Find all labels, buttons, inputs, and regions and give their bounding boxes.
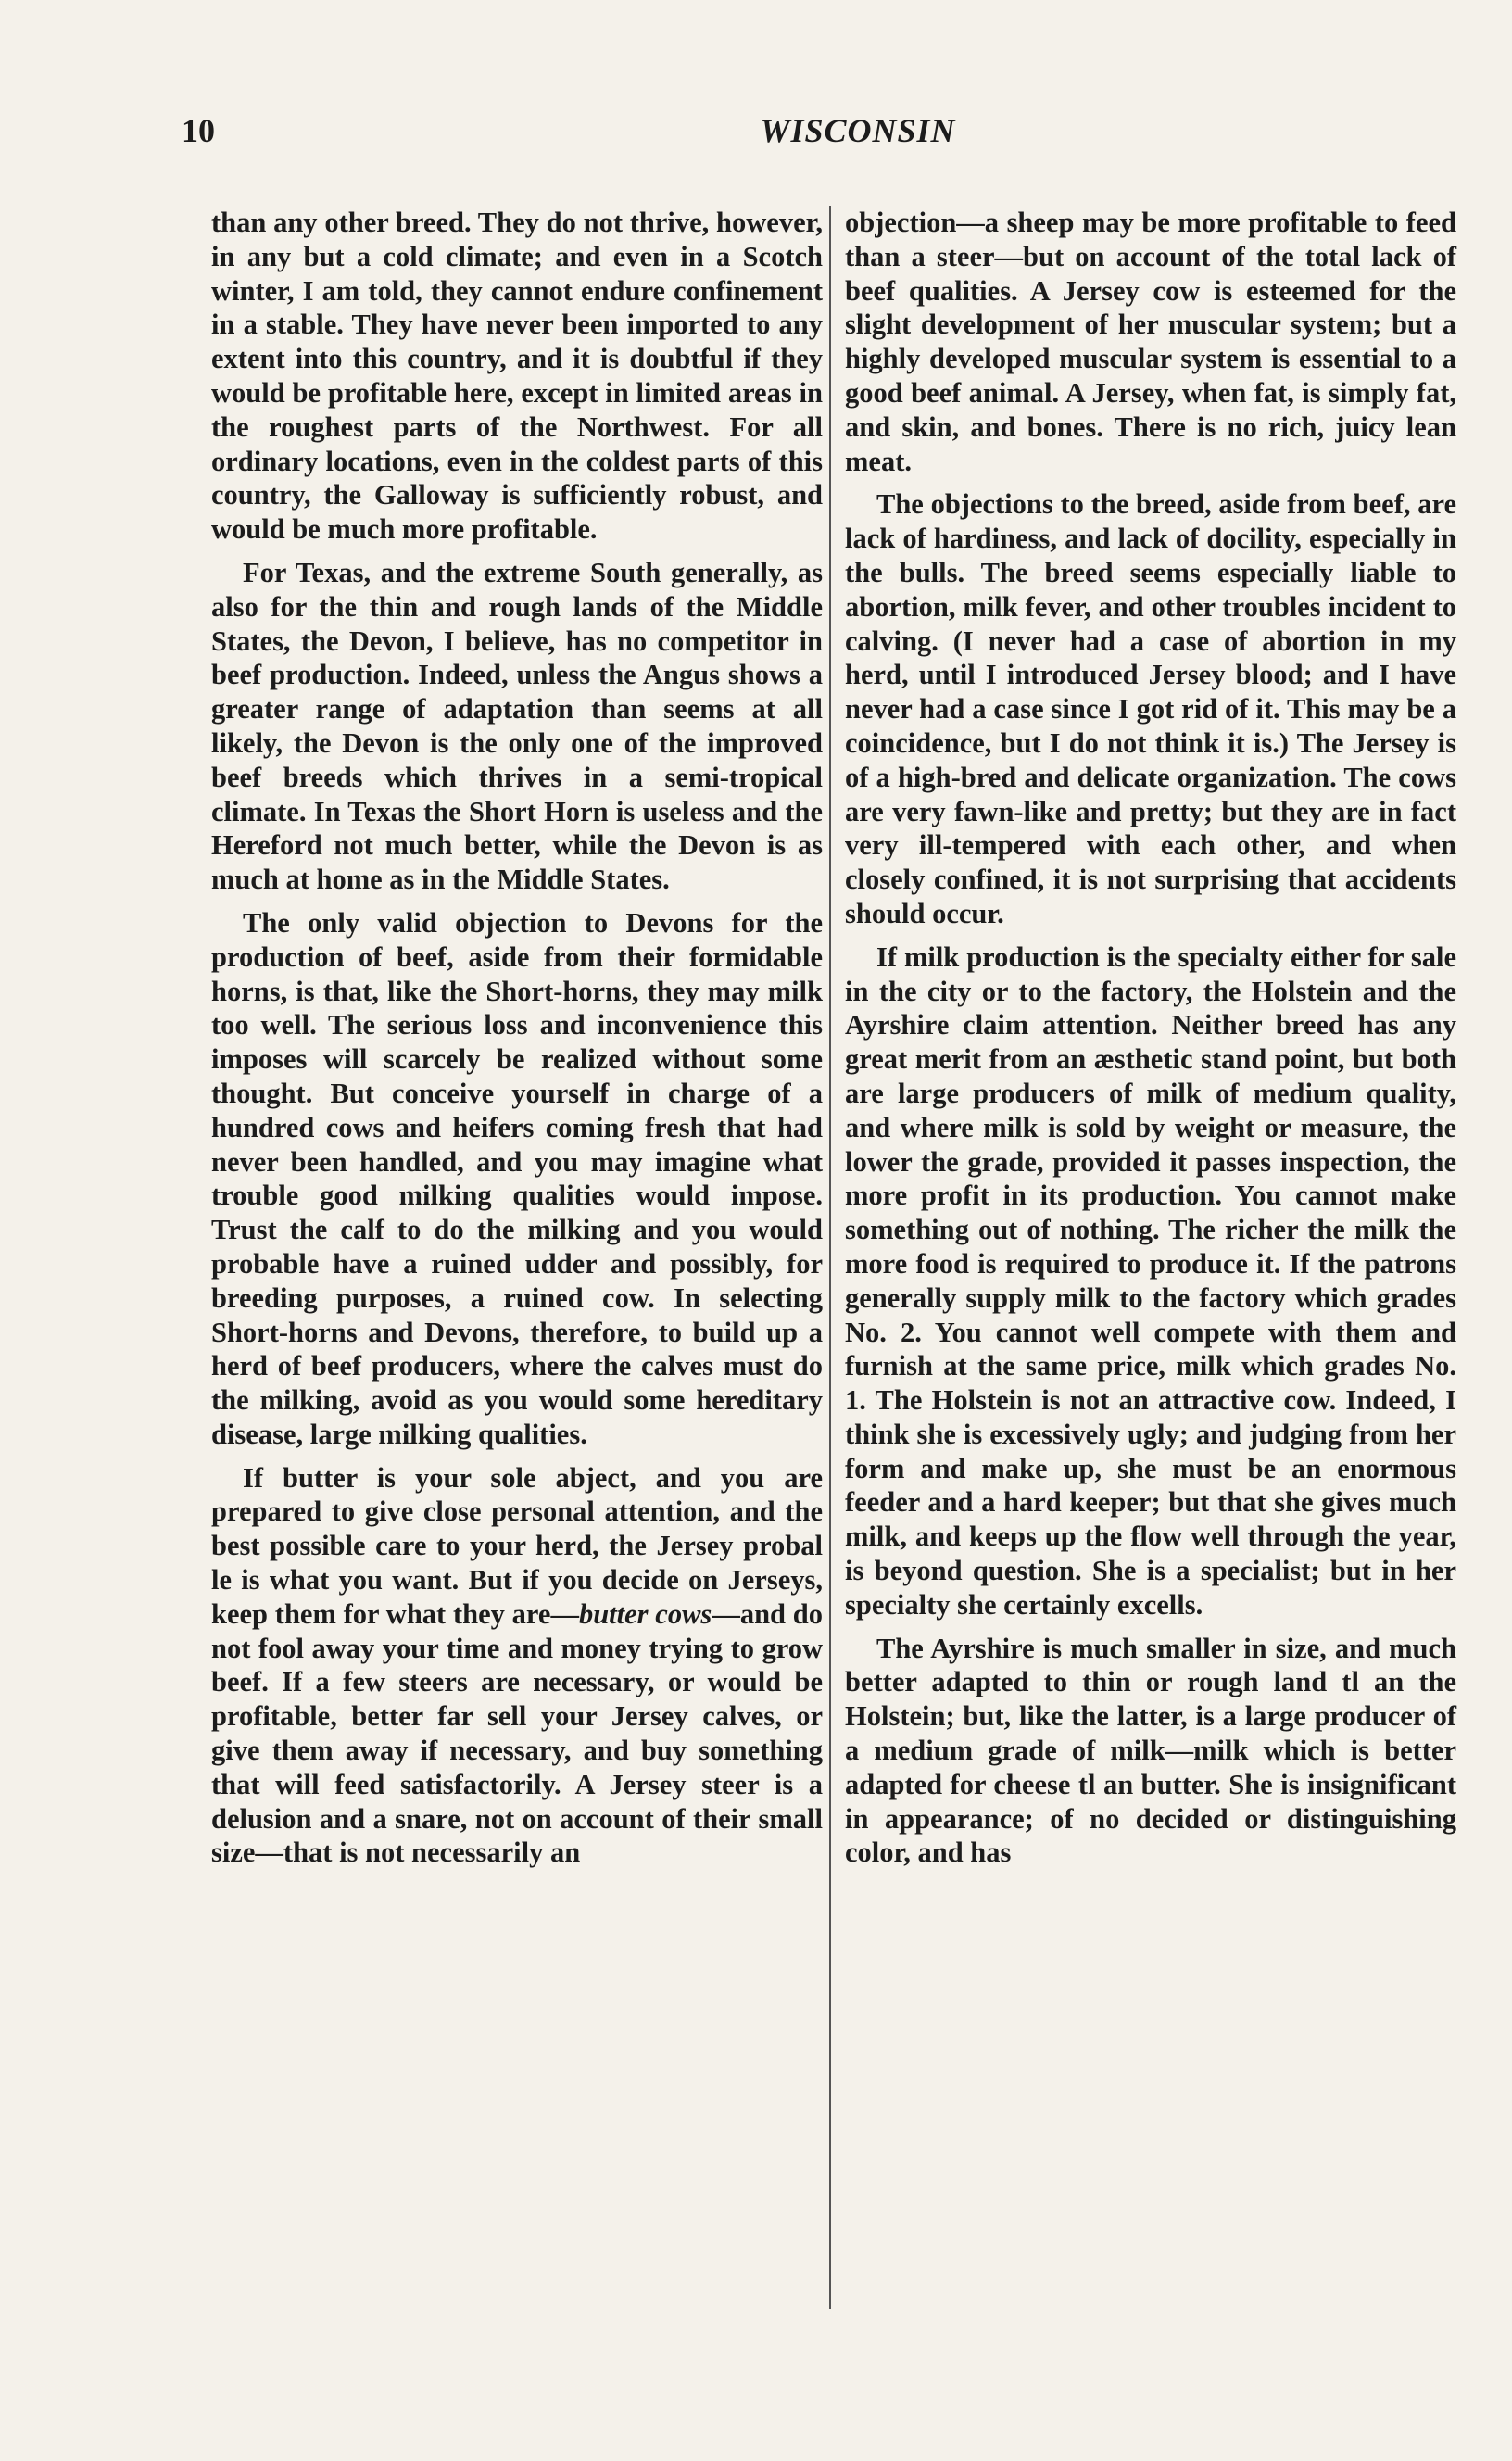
right-paragraph-2: The objections to the breed, aside from beef, are lack of hardiness, and lack of docility, especially in the bulls. The breed seems especially liable to abortion, milk fever, and other troubles incident to calving. (I never had a case of abortion in my herd, until I introduced Jersey blood; and I have never had a case since I got rid of it. This may be a coincidence, but I do not think it is.) The Jersey is of a high-bred and delicate organization. The cows are very fawn-like and pretty; but they are in fact very ill-tempered with each other, and when closely confined, it is not surprising that accidents should occur. — [845, 488, 1456, 929]
running-head: WISCONSIN — [760, 112, 956, 149]
left-paragraph-1: than any other breed. They do not thrive, however, in any but a cold climate; and even in a Scotch winter, I am told, they cannot endure confinement in a stable. They have never been imported to any extent into this country, and it is doubtful if they would be profitable here, except in limited areas in the roughest parts of the Northwest. For all ordinary locations, even in the coldest parts of this country, the Galloway is sufficiently robust, and would be much more profitable. — [211, 207, 823, 546]
column-divider — [829, 206, 831, 2309]
right-paragraph-1: objection—a sheep may be more profitable to feed than a steer—but on account of the total lack of beef qualities. A Jersey cow is esteemed for the slight development of her muscular system; but a highly developed muscular system is essential to a good beef animal. A Jersey, when fat, is simply fat, and skin, and bones. There is no rich, juicy lean meat. — [845, 207, 1456, 477]
left-column — [211, 206, 823, 1879]
page-number: 10 — [182, 112, 215, 149]
right-paragraph-4: The Ayrshire is much smaller in size, and much better adapted to thin or rough land tl an the Holstein; but, like the latter, is a large producer of a medium grade of milk—milk which is better adapted for cheese tl an butter. She is insignificant in appearance; of no decided or distinguishing color, and has — [845, 1632, 1456, 1869]
left-paragraph-2: For Texas, and the extreme South generally, as also for the thin and rough lands of the Middle States, the Devon, I believe, has no competitor in beef production. Indeed, unless the Angus shows a greater range of adaptation than seems at all likely, the Devon is the only one of the improved beef breeds which thrives in a semi-tropical climate. In Texas the Short Horn is useless and the Hereford not much better, while the Devon is as much at home as in the Middle States. — [211, 556, 823, 896]
left-paragraph-4-part-a: If butter is your sole abject, and you are prepared to give close personal attention, and the best possible care to your herd, the Jersey probal le is what you want. But if you decide on Jerseys, keep them for what they are— — [211, 1461, 823, 1630]
right-column — [845, 206, 1456, 1879]
left-paragraph-4-part-b: —and do not fool away your time and money trying to grow beef. If a few steers are necessary, or would be profitable, better far sell your Jersey calves, or give them away if necessary, and buy something that will feed satisfactorily. A Jersey steer is a delusion and a snare, not on account of their small size—that is not necessarily an — [211, 1597, 823, 1869]
page-header — [182, 111, 1474, 167]
left-paragraph-3: The only valid objection to Devons for the production of beef, aside from their formidable horns, is that, like the Short-horns, they may milk too well. The serious loss and inconvenience this imposes will scarcely be realized without some thought. But conceive yourself in charge of a hundred cows and heifers coming fresh that had never been handled, and you may imagine what trouble good milking qualities would impose. Trust the calf to do the milking and you would probable have a ruined udder and possibly, for breeding purposes, a ruined cow. In selecting Short-horns and Devons, therefore, to build up a herd of beef producers, where the calves must do the milking, avoid as you would some hereditary disease, large milking qualities. — [211, 906, 823, 1450]
left-paragraph-4 — [211, 1461, 823, 1871]
right-paragraph-3: If milk production is the specialty either for sale in the city or to the factory, the Holstein and the Ayrshire claim attention. Neither breed has any great merit from an æsthetic stand point, but both are large producers of milk of medium quality, and where milk is sold by weight or measure, the lower the grade, provided it passes inspection, the more profit in its production. You cannot make something out of nothing. The richer the milk the more food is required to produce it. If the patrons generally supply milk to the factory which grades No. 2. You cannot well compete with them and furnish at the same price, milk which grades No. 1. The Holstein is not an attractive cow. Indeed, I think she is excessively ugly; and judging from her form and make up, she must be an enormous feeder and a hard keeper; but that she gives much milk, and keeps up the flow well through the year, is beyond question. She is a specialist; but in her specialty she certainly excells. — [845, 940, 1456, 1621]
butter-cows-emphasis: butter cows — [578, 1597, 712, 1630]
